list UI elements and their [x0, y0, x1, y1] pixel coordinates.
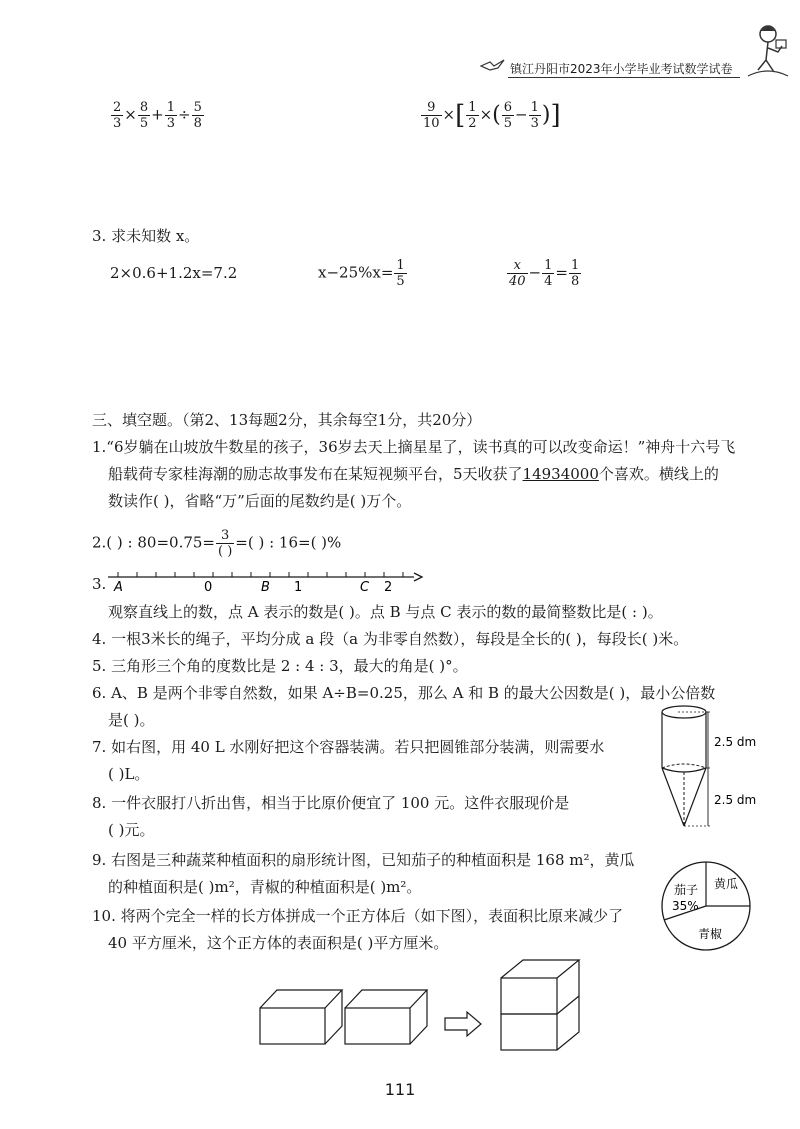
fraction [394, 258, 406, 289]
denominator: 5 [139, 116, 149, 131]
numerator: 1 [166, 100, 175, 115]
q1-text: 个喜欢。横线上的 [598, 465, 719, 483]
denominator: 3 [113, 116, 122, 131]
cuboid-middle [345, 1008, 410, 1044]
numerator: 6 [503, 100, 513, 115]
pie-label-cucumber: 黄瓜 [714, 877, 739, 891]
q1-line-1: 1.“6岁躺在山坡放牛数星的孩子，36岁去天上摘星星了，读书真的可以改变命运！”神舟十六号飞 [92, 438, 736, 456]
q8-line-2: ( )元。 [108, 821, 155, 839]
numerator: 8 [139, 100, 149, 115]
numerator: 2 [113, 100, 122, 115]
fraction [421, 100, 442, 131]
numerator: 1 [570, 258, 580, 273]
denominator: 4 [544, 274, 553, 289]
q1-line-3: 数读作( )，省略“万”后面的尾数约是( )万个。 [108, 492, 412, 510]
right-paren: ) [541, 102, 551, 128]
number-line-label-c: C [360, 580, 370, 592]
fraction [507, 258, 528, 289]
denominator: 3 [530, 116, 539, 131]
cone-height-label: 2.5 dm [714, 793, 757, 807]
cuboids-figure [255, 958, 595, 1082]
vegetable-pie-chart [658, 858, 754, 958]
operator: ÷ [178, 105, 191, 124]
equals-sign: = [555, 263, 568, 282]
numerator: 1 [530, 100, 539, 115]
cube-top-half [501, 978, 557, 1014]
arrow-right-icon [445, 1012, 481, 1036]
pie-label-eggplant-percent: 35% [672, 899, 699, 913]
number-line [108, 566, 428, 596]
q10-line-1: 10. 将两个完全一样的长方体拼成一个正方体后（如下图），表面积比原来减少了 [92, 907, 624, 925]
section-heading-fill-in: 三、填空题。（第2、13每题2分，其余每空1分，共20分） [92, 411, 482, 429]
q2-left: 2.( ) : 80=0.75= [92, 533, 215, 552]
q1-line-2 [108, 464, 719, 484]
header-rule [508, 77, 740, 78]
operator: × [479, 105, 493, 124]
q3-equation-3 [506, 258, 582, 289]
right-bracket: ] [550, 100, 561, 131]
q6-line-1: 6. A、B 是两个非零自然数，如果 A÷B=0.25，那么 A 和 B 的最大公因数是( )，最小公倍数 [92, 684, 716, 702]
fraction [542, 258, 554, 289]
pie-label-pepper: 青椒 [698, 927, 723, 941]
operator: + [151, 105, 164, 124]
denominator: 2 [468, 116, 477, 131]
q10-line-2: 40 平方厘米，这个正方体的表面积是( )平方厘米。 [108, 934, 449, 952]
q3-equation-2 [318, 258, 408, 289]
calc-expression-1 [110, 100, 205, 131]
denominator: 8 [193, 116, 202, 131]
numerator: 5 [193, 100, 202, 115]
denominator: ( ) [218, 544, 233, 559]
q8-line-1: 8. 一件衣服打八折出售，相当于比原价便宜了 100 元。这件衣服现价是 [92, 794, 570, 812]
fraction [569, 258, 581, 289]
operator: × [124, 105, 137, 124]
equation-lhs: x−25%x= [318, 263, 394, 282]
cuboid-left [260, 1008, 325, 1044]
numerator: 1 [468, 100, 477, 115]
numerator: 3 [216, 528, 234, 544]
numerator: 1 [544, 258, 553, 273]
q3-fill-label: 3. [92, 575, 107, 593]
fraction [111, 100, 123, 131]
fraction [466, 100, 478, 131]
numerator: 1 [396, 258, 405, 273]
calc-expression-2 [420, 100, 561, 131]
q4-line: 4. 一根3米长的绳子，平均分成 a 段（a 为非零自然数），每段是全长的( )，每段长( )米。 [92, 630, 689, 648]
pie-label-eggplant: 茄子 [674, 883, 699, 897]
operator: − [528, 263, 542, 282]
denominator: 5 [503, 116, 513, 131]
q1-underlined-number: 14934000 [522, 465, 599, 483]
q3-equation-1: 2×0.6+1.2x=7.2 [110, 264, 238, 282]
q5-line: 5. 三角形三个角的度数比是 2 : 4 : 3，最大的角是( )°。 [92, 657, 468, 675]
denominator: 8 [570, 274, 580, 289]
left-bracket: [ [455, 100, 466, 131]
denominator: 10 [423, 116, 440, 131]
fraction [502, 100, 514, 131]
denominator: 3 [166, 116, 175, 131]
cylinder-cone-figure [658, 700, 780, 840]
q6-line-2: 是( )。 [108, 711, 155, 729]
header-title: 镇江丹阳市2023年小学毕业考试数学试卷 [510, 62, 733, 76]
left-paren: ( [492, 102, 501, 128]
number-line-label-a: A [114, 580, 123, 592]
fraction [216, 528, 234, 559]
cube-bottom-half [501, 1014, 557, 1050]
denominator: 40 [509, 274, 526, 289]
number-line-label-zero: 0 [204, 580, 213, 592]
fraction [192, 100, 204, 131]
q3-heading: 3. 求未知数 x。 [92, 227, 200, 245]
q9-line-1: 9. 右图是三种蔬菜种植面积的扇形统计图，已知茄子的种植面积是 168 m²，黄瓜 [92, 851, 635, 869]
q7-line-1: 7. 如右图，用 40 L 水刚好把这个容器装满。若只把圆锥部分装满，则需要水 [92, 738, 605, 756]
q1-text: 船载荷专家桂海潮的励志故事发布在某短视频平台，5天收获了 [108, 465, 523, 483]
fraction [529, 100, 541, 131]
fraction [138, 100, 150, 131]
number-line-label-two: 2 [384, 580, 393, 592]
number-line-label-b: B [261, 580, 270, 592]
numerator: 9 [421, 100, 442, 116]
operator: × [442, 105, 456, 124]
q3-fill-question: 观察直线上的数，点 A 表示的数是( )。点 B 与点 C 表示的数的最简整数比是( : )。 [108, 603, 663, 621]
cylinder-height-label: 2.5 dm [714, 735, 757, 749]
q9-line-2: 的种植面积是( )m²，青椒的种植面积是( )m²。 [108, 878, 422, 896]
number-line-label-one: 1 [294, 580, 303, 592]
operator: − [515, 105, 528, 124]
numerator: x [507, 258, 528, 274]
q2-line [92, 528, 341, 559]
header-child-reading-illustration [744, 22, 790, 86]
denominator: 5 [396, 274, 405, 289]
q7-line-2: ( )L。 [108, 765, 150, 783]
page-number: 111 [384, 1080, 416, 1099]
header-bird-icon [480, 58, 506, 78]
fraction [165, 100, 177, 131]
q2-right: =( ) : 16=( )% [235, 533, 342, 552]
